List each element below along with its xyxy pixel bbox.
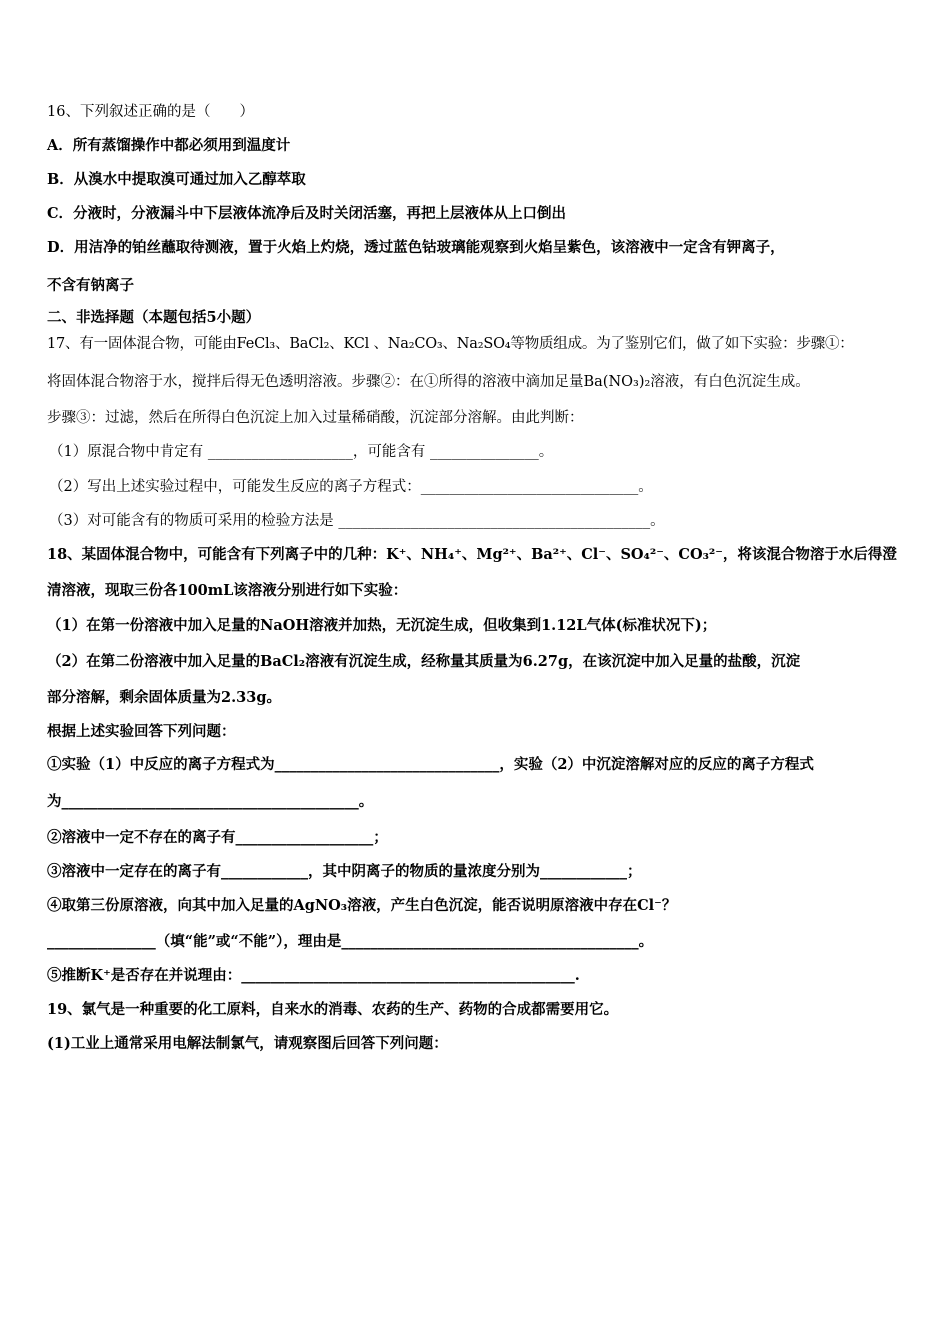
q18-item4-line2: _______________（填“能”或“不能”），理由是_________________________________________。 — [47, 933, 654, 950]
q16-option-d-line1: D．用洁净的铂丝蘸取待测液，置于火焰上灼烧，透过蓝色钴玻璃能观察到火焰呈紫色，该溶液中一定含有钾离子， — [47, 239, 785, 256]
q16-option-a: A．所有蒸馏操作中都必须用到温度计 — [47, 137, 291, 154]
section-heading: 二、非选择题（本题包括5小题） — [47, 309, 261, 326]
q18-experiment1: （1）在第一份溶液中加入足量的NaOH溶液并加热，无沉淀生成，但收集到1.12L气体(标准状况下)； — [47, 617, 717, 634]
q16-option-d-line2: 不含有钠离子 — [47, 277, 134, 294]
q18-experiment2-line2: 部分溶解，剩余固体质量为2.33g。 — [47, 689, 281, 706]
q18-item2: ②溶液中一定不存在的离子有___________________； — [47, 829, 388, 846]
q18-intro: 根据上述实验回答下列问题： — [47, 723, 236, 740]
q16-stem: 16、下列叙述正确的是（ ） — [47, 104, 254, 120]
q19-line2: (1)工业上通常采用电解法制氯气，请观察图后回答下列问题： — [47, 1035, 448, 1052]
q17-part1: （1）原混合物中肯定有 ____________________，可能含有 _______________。 — [49, 444, 554, 460]
q16-option-b: B．从溴水中提取溴可通过加入乙醇萃取 — [47, 171, 306, 188]
q18-item5: ⑤推断K⁺是否存在并说理由：______________________________________________. — [47, 967, 580, 984]
q18-experiment2-line1: （2）在第二份溶液中加入足量的BaCl₂溶液有沉淀生成，经称量其质量为6.27g，在该沉淀中加入足量的盐酸，沉淀 — [47, 653, 801, 670]
q18-item1-line1: ①实验（1）中反应的离子方程式为_______________________________，实验（2）中沉淀溶解对应的反应的离子方程式 — [47, 756, 814, 773]
q17-line3: 步骤③：过滤，然后在所得白色沉淀上加入过量稀硝酸，沉淀部分溶解。由此判断： — [47, 410, 584, 426]
q19-line1: 19、氯气是一种重要的化工原料，自来水的消毒、农药的生产、药物的合成都需要用它。 — [47, 1001, 619, 1018]
q18-item1-line2: 为_________________________________________。 — [47, 793, 374, 810]
q18-line2: 清溶液，现取三份各100mL该溶液分别进行如下实验： — [47, 582, 408, 599]
q16-option-c: C．分液时，分液漏斗中下层液体流净后及时关闭活塞，再把上层液体从上口倒出 — [47, 205, 567, 222]
q18-item3: ③溶液中一定存在的离子有____________，其中阴离子的物质的量浓度分别为____________； — [47, 863, 642, 880]
q17-line2: 将固体混合物溶于水，搅拌后得无色透明溶液。步骤②：在①所得的溶液中滴加足量Ba(NO₃)₂溶液，有白色沉淀生成。 — [47, 374, 810, 390]
q17-part2: （2）写出上述实验过程中，可能发生反应的离子方程式：______________________________。 — [49, 479, 653, 495]
q17-line1: 17、有一固体混合物，可能由FeCl₃、BaCl₂、KCl 、Na₂CO₃、Na₂SO₄等物质组成。为了鉴别它们，做了如下实验：步骤①： — [47, 336, 854, 352]
q18-item4-line1: ④取第三份原溶液，向其中加入足量的AgNO₃溶液，产生白色沉淀，能否说明原溶液中存在Cl⁻？ — [47, 897, 677, 914]
q17-part3: （3）对可能含有的物质可采用的检验方法是 ___________________________________________。 — [49, 513, 665, 529]
q18-line1: 18、某固体混合物中，可能含有下列离子中的几种：K⁺、NH₄⁺、Mg²⁺、Ba²⁺、Cl⁻、SO₄²⁻、CO₃²⁻，将该混合物溶于水后得澄 — [47, 546, 897, 563]
